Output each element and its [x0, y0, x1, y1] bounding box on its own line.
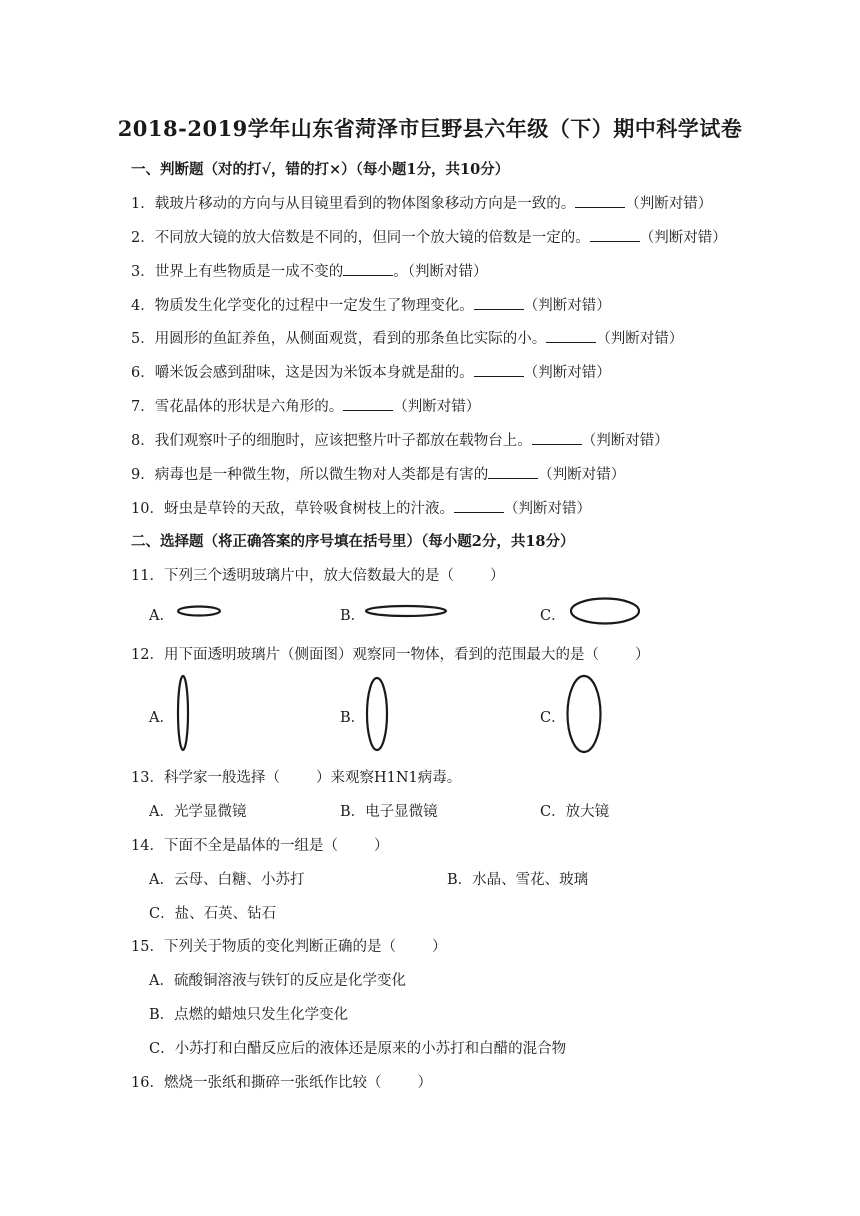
q12-option-b: B． — [340, 710, 366, 726]
answer-blank[interactable] — [590, 228, 640, 242]
answer-blank[interactable] — [474, 363, 524, 377]
answer-blank[interactable] — [474, 296, 524, 310]
question-7: 7．雪花晶体的形状是六角形的。 （判断对错） — [131, 399, 481, 415]
q15-option-a: A．硫酸铜溶液与铁钉的反应是化学变化 — [149, 973, 406, 989]
answer-blank[interactable] — [532, 431, 582, 445]
answer-blank[interactable] — [343, 397, 393, 411]
question-8: 8．我们观察叶子的细胞时，应该把整片叶子都放在载物台上。 （判断对错） — [131, 433, 669, 449]
q14-option-c: C．盐、石英、钻石 — [149, 906, 277, 922]
question-14: 14．下面不全是晶体的一组是（ ） — [131, 838, 389, 854]
q12-lens-a-icon — [174, 673, 192, 753]
q11-option-b: B． — [340, 608, 366, 624]
question-12: 12．用下面透明玻璃片（侧面图）观察同一物体，看到的范围最大的是（ ） — [131, 647, 650, 663]
q13-option-c: C．放大镜 — [540, 804, 610, 820]
question-13: 13．科学家一般选择（ ）来观察H1N1病毒。 — [131, 770, 462, 786]
q13-option-b: B．电子显微镜 — [340, 804, 438, 820]
q15-option-b: B．点燃的蜡烛只发生化学变化 — [149, 1007, 349, 1023]
q12-lens-b-icon — [364, 675, 390, 753]
question-9: 9．病毒也是一种微生物，所以微生物对人类都是有害的 （判断对错） — [131, 467, 626, 483]
question-6: 6．嚼米饭会感到甜味，这是因为米饭本身就是甜的。 （判断对错） — [131, 365, 611, 381]
section1-heading: 一、判断题（对的打√，错的打×）（每小题1分，共10分） — [131, 161, 510, 178]
answer-blank[interactable] — [343, 262, 393, 276]
q13-option-a: A．光学显微镜 — [149, 804, 247, 820]
q11-option-a: A． — [149, 608, 174, 624]
question-15: 15．下列关于物质的变化判断正确的是（ ） — [131, 939, 447, 955]
q12-option-a: A． — [149, 710, 174, 726]
q15-option-c: C．小苏打和白醋反应后的液体还是原来的小苏打和白醋的混合物 — [149, 1041, 567, 1057]
q11-lens-a-icon — [176, 604, 224, 618]
page-title: 2018-2019学年山东省菏泽市巨野县六年级（下）期中科学试卷 — [117, 116, 743, 141]
answer-blank[interactable] — [454, 499, 504, 513]
q14-option-a: A．云母、白糖、小苏打 — [149, 872, 305, 888]
answer-blank[interactable] — [488, 465, 538, 479]
answer-blank[interactable] — [575, 194, 625, 208]
q12-option-c: C． — [540, 710, 566, 726]
question-3: 3．世界上有些物质是一成不变的 。（判断对错） — [131, 264, 488, 280]
question-4: 4．物质发生化学变化的过程中一定发生了物理变化。 （判断对错） — [131, 298, 611, 314]
question-11: 11．下列三个透明玻璃片中，放大倍数最大的是（ ） — [131, 568, 505, 584]
question-5: 5．用圆形的鱼缸养鱼，从侧面观赏，看到的那条鱼比实际的小。 （判断对错） — [131, 331, 684, 347]
answer-blank[interactable] — [546, 329, 596, 343]
question-16: 16．燃烧一张纸和撕碎一张纸作比较（ ） — [131, 1075, 432, 1091]
q12-lens-c-icon — [564, 673, 604, 755]
section2-heading: 二、选择题（将正确答案的序号填在括号里）（每小题2分，共18分） — [131, 533, 575, 550]
q14-option-b: B．水晶、雪花、玻璃 — [447, 872, 589, 888]
question-10: 10．蚜虫是草铃的天敌，草铃吸食树枝上的汁液。 （判断对错） — [131, 501, 591, 517]
question-1: 1．载玻片移动的方向与从目镜里看到的物体图象移动方向是一致的。 （判断对错） — [131, 196, 713, 212]
question-2: 2．不同放大镜的放大倍数是不同的，但同一个放大镜的倍数是一定的。 （判断对错） — [131, 230, 727, 246]
q11-lens-c-icon — [569, 596, 641, 626]
q11-option-c: C． — [540, 608, 566, 624]
q11-lens-b-icon — [364, 603, 448, 619]
